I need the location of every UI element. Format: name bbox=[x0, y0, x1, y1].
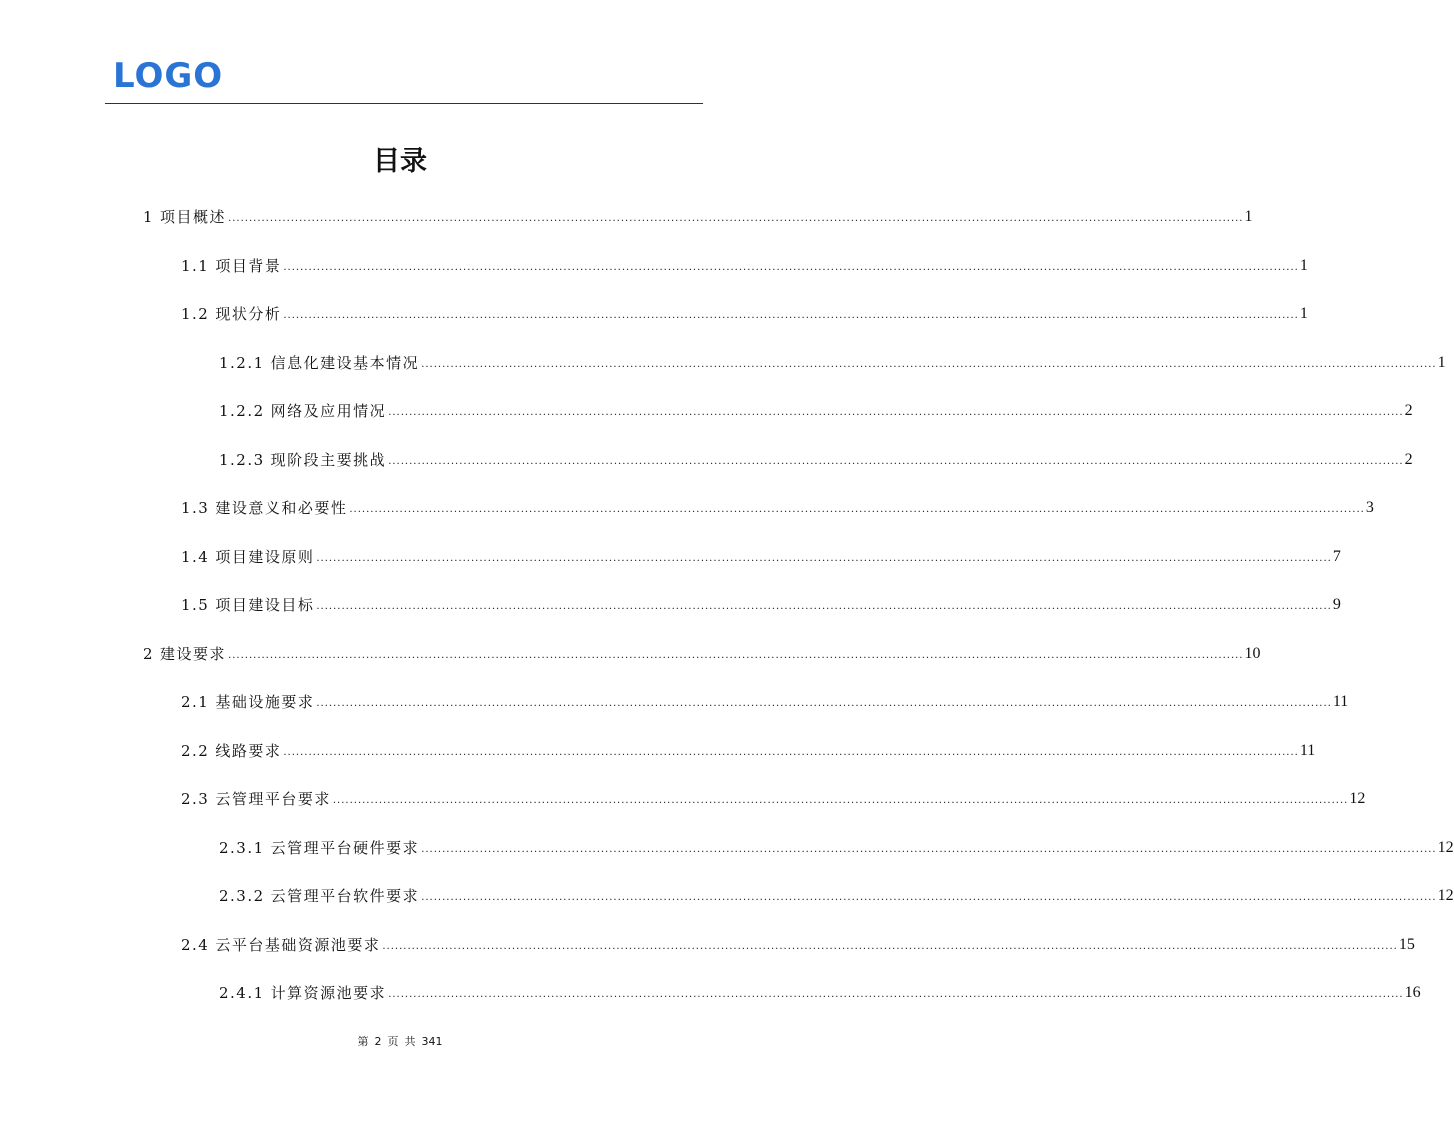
page-footer bbox=[0, 1033, 800, 1049]
toc-entry-number: 2.3.1 bbox=[219, 838, 265, 857]
toc-entry-label bbox=[181, 789, 331, 809]
toc-entry-label bbox=[143, 644, 226, 664]
toc-entry-label bbox=[219, 450, 386, 470]
toc-entry-title: 云管理平台软件要求 bbox=[270, 887, 420, 905]
toc-entry-number: 2 bbox=[143, 644, 155, 663]
toc-entry-title: 现阶段主要挑战 bbox=[270, 450, 387, 469]
toc-entry-number: 2.2 bbox=[181, 741, 210, 760]
toc-entry[interactable] bbox=[181, 244, 1308, 276]
toc-leader-dots: ................................................................................................................................................................................................................................................... bbox=[316, 601, 1332, 612]
toc-leader-dots: ................................................................................................................................................................................................................................................... bbox=[228, 213, 1244, 224]
toc-entry-page: 15 bbox=[1398, 935, 1415, 953]
toc-entry-title: 项目建设目标 bbox=[215, 596, 315, 614]
toc-entry-title: 现状分析 bbox=[215, 305, 282, 323]
toc-leader-dots: ................................................................................................................................................................................................................................................... bbox=[388, 989, 1404, 1000]
toc-entry-page: 1 bbox=[1299, 305, 1308, 322]
toc-leader-dots: ................................................................................................................................................................................................................................................... bbox=[316, 698, 1332, 709]
toc-entry-page: 11 bbox=[1299, 741, 1316, 759]
toc-entry-number: 1.4 bbox=[181, 547, 210, 566]
toc-entry-title: 项目背景 bbox=[215, 256, 282, 275]
toc-entry[interactable] bbox=[181, 777, 1366, 809]
toc-entry-label bbox=[181, 304, 281, 324]
toc-entry[interactable] bbox=[219, 389, 1413, 421]
toc-entry-label bbox=[219, 401, 386, 421]
toc-entry-page: 12 bbox=[1349, 790, 1366, 807]
toc-entry-title: 建设要求 bbox=[160, 644, 227, 663]
toc-entry-number: 1.2.1 bbox=[219, 353, 265, 372]
footer-total-pages: 341 bbox=[421, 1035, 443, 1048]
footer-prefix: 第 bbox=[357, 1035, 369, 1048]
toc-leader-dots: ................................................................................................................................................................................................................................................... bbox=[382, 940, 1398, 952]
toc-leader-dots: ................................................................................................................................................................................................................................................... bbox=[421, 843, 1437, 855]
toc-leader-dots: ................................................................................................................................................................................................................................................... bbox=[283, 310, 1299, 321]
toc-entry-title: 线路要求 bbox=[215, 741, 282, 760]
toc-entry[interactable] bbox=[219, 874, 1454, 906]
toc-entry-label bbox=[181, 692, 314, 712]
toc-leader-dots: ................................................................................................................................................................................................................................................... bbox=[421, 358, 1437, 370]
toc-entry-number: 1.1 bbox=[181, 256, 210, 275]
toc-entry-page: 2 bbox=[1404, 402, 1413, 419]
toc-entry-label bbox=[181, 256, 281, 276]
toc-entry-title: 云平台基础资源池要求 bbox=[215, 935, 381, 954]
toc-leader-dots: ................................................................................................................................................................................................................................................... bbox=[283, 261, 1299, 273]
toc-entry-page: 7 bbox=[1332, 547, 1341, 565]
toc-entry-label bbox=[181, 498, 347, 518]
toc-entry-title: 基础设施要求 bbox=[215, 693, 315, 711]
toc-entry[interactable] bbox=[143, 195, 1253, 227]
toc-entry-number: 1.2.3 bbox=[219, 450, 265, 469]
toc-entry[interactable] bbox=[181, 680, 1349, 712]
toc-entry[interactable] bbox=[181, 729, 1316, 761]
toc-entry-page: 2 bbox=[1404, 450, 1413, 468]
toc-entry-label bbox=[181, 595, 314, 615]
toc-entry-label bbox=[219, 353, 419, 373]
toc-entry[interactable] bbox=[181, 292, 1308, 324]
toc-leader-dots: ................................................................................................................................................................................................................................................... bbox=[349, 504, 1365, 515]
toc-entry-title: 项目建设原则 bbox=[215, 547, 315, 566]
toc-entry-number: 1 bbox=[143, 208, 155, 226]
footer-page-word: 页 bbox=[387, 1035, 399, 1048]
toc-entry[interactable] bbox=[219, 971, 1421, 1003]
toc-entry[interactable] bbox=[219, 438, 1413, 470]
toc-entry-page: 10 bbox=[1244, 644, 1261, 662]
toc-entry-label bbox=[181, 547, 314, 567]
toc-entry-number: 2.1 bbox=[181, 693, 210, 711]
toc-entry-title: 网络及应用情况 bbox=[270, 402, 387, 420]
toc-entry[interactable] bbox=[219, 826, 1454, 858]
toc-entry-page: 11 bbox=[1332, 693, 1349, 710]
toc-entry-page: 1 bbox=[1244, 208, 1253, 225]
toc-leader-dots: ................................................................................................................................................................................................................................................... bbox=[316, 552, 1332, 564]
toc-entry-title: 建设意义和必要性 bbox=[215, 499, 348, 517]
toc-entry-page: 1 bbox=[1437, 353, 1446, 371]
toc-entry[interactable] bbox=[143, 632, 1261, 664]
toc-title: 目录 bbox=[373, 146, 427, 177]
toc-entry-page: 16 bbox=[1404, 984, 1421, 1001]
toc-entry[interactable] bbox=[181, 583, 1341, 615]
toc-leader-dots: ................................................................................................................................................................................................................................................... bbox=[332, 795, 1349, 806]
toc-entry-label bbox=[219, 838, 419, 858]
toc-entry-label bbox=[143, 207, 226, 227]
toc-entry-page: 1 bbox=[1299, 256, 1308, 274]
company-logo: LOGO bbox=[113, 56, 224, 96]
toc-entry-title: 计算资源池要求 bbox=[270, 984, 387, 1002]
toc-entry[interactable] bbox=[181, 923, 1415, 955]
toc-leader-dots: ................................................................................................................................................................................................................................................... bbox=[388, 407, 1404, 418]
footer-total-word: 共 bbox=[404, 1035, 416, 1048]
toc-leader-dots: ................................................................................................................................................................................................................................................... bbox=[421, 892, 1437, 903]
toc-entry[interactable] bbox=[181, 535, 1341, 567]
toc-leader-dots: ................................................................................................................................................................................................................................................... bbox=[283, 746, 1299, 758]
toc-leader-dots: ................................................................................................................................................................................................................................................... bbox=[228, 649, 1244, 661]
toc-entry-page: 3 bbox=[1365, 499, 1374, 516]
toc-entry-label bbox=[181, 935, 380, 955]
toc-entry[interactable] bbox=[219, 341, 1446, 373]
toc-entry-page: 9 bbox=[1332, 596, 1341, 613]
toc-entry[interactable] bbox=[181, 486, 1374, 518]
footer-current-page: 2 bbox=[374, 1035, 382, 1048]
toc-entry-title: 云管理平台硬件要求 bbox=[270, 838, 420, 857]
toc-entry-number: 2.3.2 bbox=[219, 887, 265, 905]
toc-entry-number: 2.3 bbox=[181, 790, 210, 808]
toc-entry-title: 云管理平台要求 bbox=[215, 790, 331, 808]
toc-entry-number: 2.4.1 bbox=[219, 984, 265, 1002]
toc-entry-number: 1.2 bbox=[181, 305, 210, 323]
toc-entry-number: 1.2.2 bbox=[219, 402, 265, 420]
toc-entry-number: 1.5 bbox=[181, 596, 210, 614]
toc-entry-page: 12 bbox=[1437, 838, 1454, 856]
toc-entry-page: 12 bbox=[1437, 887, 1454, 904]
toc-entry-title: 项目概述 bbox=[160, 208, 227, 226]
toc-entry-title: 信息化建设基本情况 bbox=[270, 353, 420, 372]
toc-entry-label bbox=[219, 983, 386, 1003]
toc-entry-label bbox=[219, 886, 419, 906]
toc-entry-label bbox=[181, 741, 281, 761]
toc-entry-number: 2.4 bbox=[181, 935, 210, 954]
toc-entry-number: 1.3 bbox=[181, 499, 210, 517]
toc-leader-dots: ................................................................................................................................................................................................................................................... bbox=[388, 455, 1404, 467]
header-divider bbox=[105, 103, 703, 104]
